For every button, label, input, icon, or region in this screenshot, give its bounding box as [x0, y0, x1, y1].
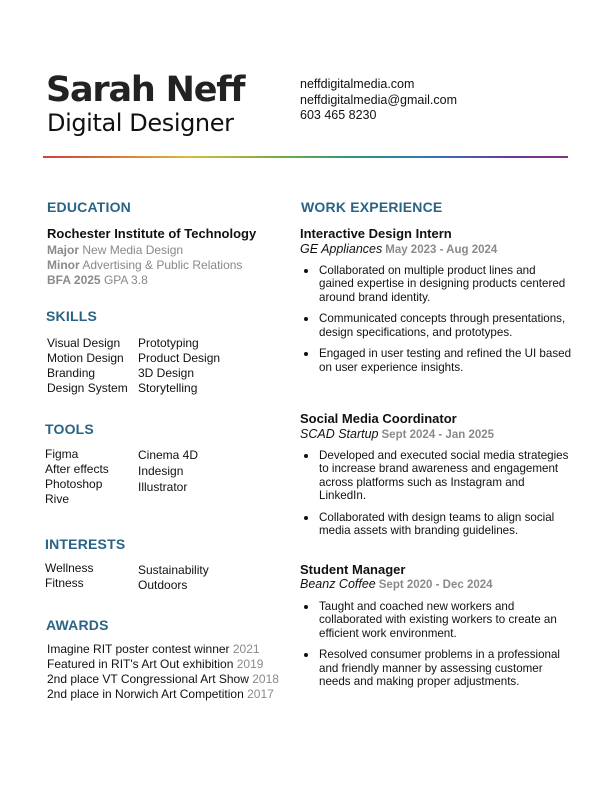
list-item: Rive	[45, 492, 70, 506]
job-title: Interactive Design Intern	[300, 226, 452, 241]
job-dates: Sept 2024 - Jan 2025	[381, 429, 495, 441]
list-item: Branding	[47, 366, 96, 380]
list-item: Illustrator	[138, 480, 188, 494]
list-item: Cinema 4D	[138, 448, 199, 462]
list-item: Collaborated on multiple product lines and gained expertise in designing products centered around brand identity.	[300, 264, 572, 304]
list-item: Outdoors	[138, 578, 188, 592]
list-item: Photoshop	[45, 477, 103, 491]
phone-number: 603 465 8230	[300, 108, 377, 122]
degree-value: GPA 3.8	[103, 273, 148, 287]
list-item: Storytelling	[138, 381, 198, 395]
education-minor	[47, 258, 242, 273]
list-item: 3D Design	[138, 366, 195, 380]
list-item: Product Design	[138, 351, 221, 365]
skills-list	[47, 336, 220, 396]
list-item: Prototyping	[138, 336, 199, 350]
job-dates: Sept 2020 - Dec 2024	[378, 579, 493, 591]
job-company-line	[300, 427, 494, 441]
work-heading: WORK EXPERIENCE	[301, 199, 443, 215]
job-bullets	[300, 600, 572, 697]
list-item: Figma	[45, 447, 79, 461]
list-item: Engaged in user testing and refined the UI based on user experience insights.	[300, 347, 572, 374]
list-item: Sustainability	[138, 563, 209, 577]
award-item: Imagine RIT poster contest winner 2021	[47, 642, 260, 656]
interests-list-col2	[138, 563, 209, 593]
list-item: Design System	[47, 381, 128, 395]
tools-list-col2	[138, 447, 198, 495]
list-item: Wellness	[45, 561, 94, 575]
education-heading: EDUCATION	[47, 199, 131, 215]
major-label: Major	[47, 243, 80, 257]
award-item: 2nd place in Norwich Art Competition 2017	[47, 687, 274, 701]
job-dates: May 2023 - Aug 2024	[385, 244, 498, 256]
education-major	[47, 243, 183, 258]
job-title: Student Manager	[300, 562, 406, 577]
job-company: SCAD Startup	[300, 427, 379, 441]
list-item: Taught and coached new workers and collaborated with existing workers to create an efficient work environment.	[300, 600, 572, 640]
rainbow-divider	[43, 156, 568, 158]
list-item: Collaborated with design teams to align social media assets with branding guidelines.	[300, 511, 572, 538]
list-item: Communicated concepts through presentations, design specifications, and prototypes.	[300, 312, 572, 339]
job-company: Beanz Coffee	[300, 577, 376, 591]
job-title: Social Media Coordinator	[300, 411, 457, 426]
contact-block	[300, 77, 457, 124]
list-item: Developed and executed social media strategies to increase brand awareness and engagement across platforms such as Instagram and LinkedIn.	[300, 449, 572, 502]
job-company: GE Appliances	[300, 242, 383, 256]
skills-heading: SKILLS	[46, 308, 97, 324]
job-company-line	[300, 577, 493, 591]
award-year: 2017	[247, 687, 274, 701]
list-item: After effects	[45, 462, 109, 476]
list-item: Motion Design	[47, 351, 124, 365]
award-item: 2nd place VT Congressional Art Show 2018	[47, 672, 279, 686]
minor-value: Advertising & Public Relations	[82, 258, 243, 272]
job-bullets	[300, 264, 572, 383]
interests-heading: INTERESTS	[45, 536, 126, 552]
degree-label: BFA 2025	[47, 273, 101, 287]
tools-heading: TOOLS	[45, 421, 94, 437]
job-company-line	[300, 242, 497, 256]
award-year: 2021	[232, 642, 260, 656]
list-item: Visual Design	[47, 336, 121, 350]
job-bullets	[300, 449, 572, 546]
major-value: New Media Design	[82, 243, 184, 257]
award-year: 2019	[236, 657, 264, 671]
minor-label: Minor	[47, 258, 80, 272]
awards-list	[47, 642, 279, 702]
resume-name: Sarah Neff	[46, 70, 245, 110]
resume-role: Digital Designer	[47, 109, 234, 137]
email-link[interactable]: neffdigitalmedia@gmail.com	[300, 92, 457, 107]
education-degree	[47, 273, 148, 288]
school-name: Rochester Institute of Technology	[47, 226, 257, 241]
award-year: 2018	[252, 672, 279, 686]
interests-list-col1	[45, 561, 93, 591]
list-item: Indesign	[138, 464, 184, 478]
award-item: Featured in RIT's Art Out exhibition 2019	[47, 657, 264, 671]
awards-heading: AWARDS	[46, 617, 109, 633]
list-item: Resolved consumer problems in a professional and friendly manner by assessing customer needs and making proper adjustments.	[300, 648, 572, 688]
list-item: Fitness	[45, 576, 84, 590]
website-link[interactable]: neffdigitalmedia.com	[300, 77, 415, 91]
tools-list-col1	[45, 447, 109, 507]
